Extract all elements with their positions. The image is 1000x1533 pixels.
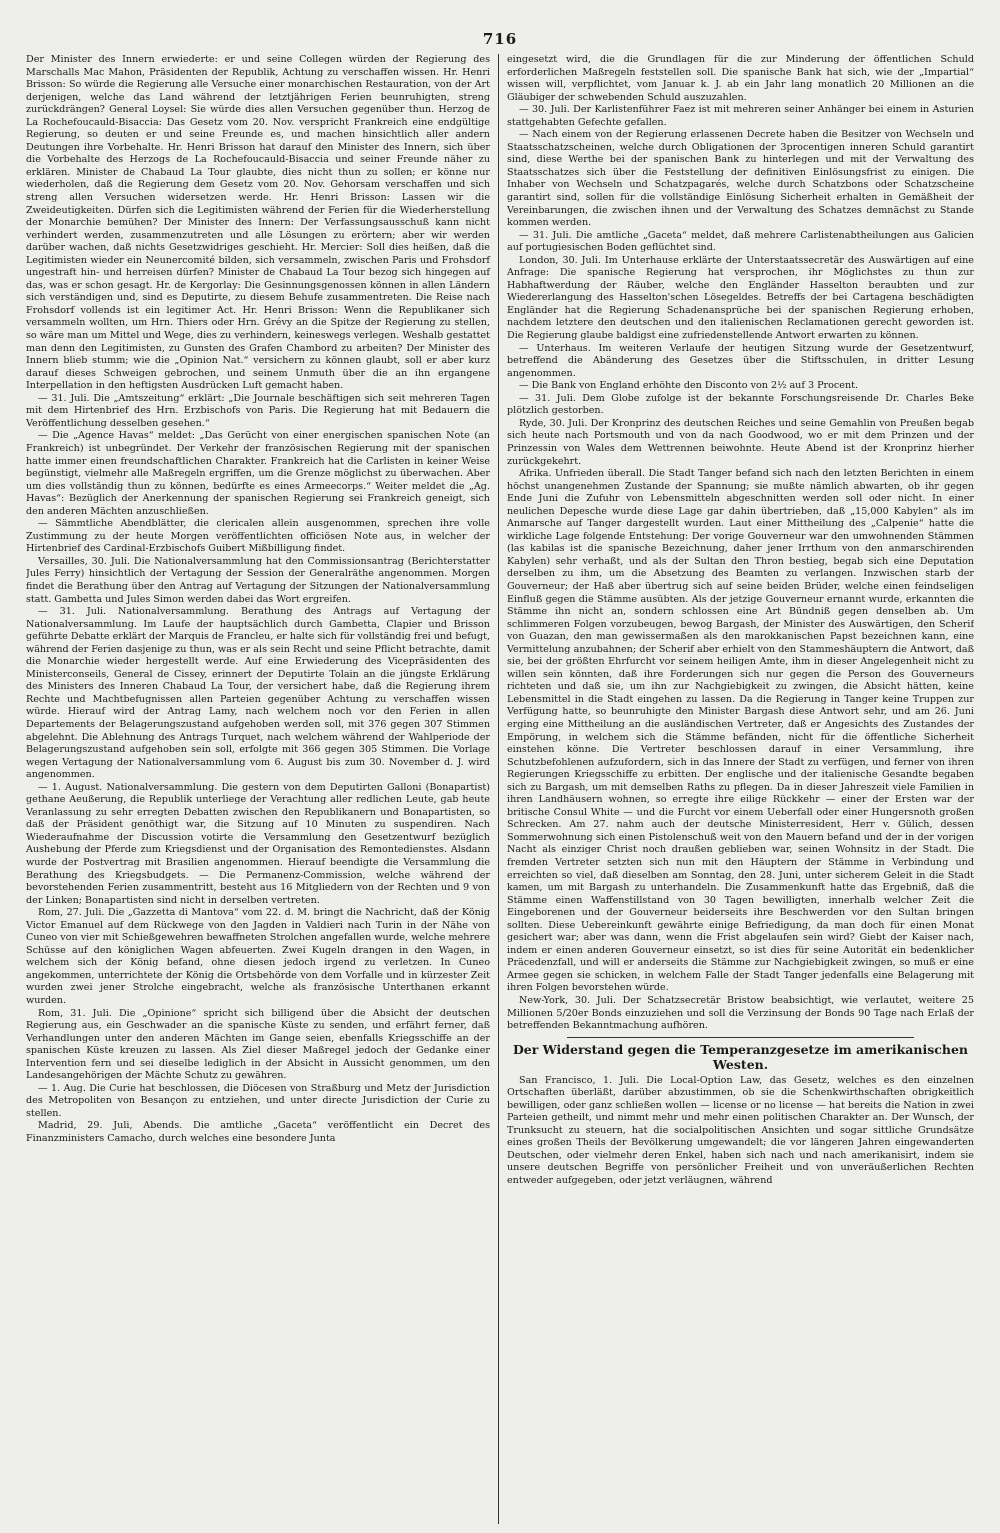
left-column	[26, 54, 498, 1524]
article-paragraph: Versailles, 30. Juli. Die Nationalversammlung hat den Commissionsantrag (Berichterstatter Jules Ferry) hinsichtlich der Vertagung der Session der Generalräthe angenommen. Morgen findet die Berathung über den Antrag auf Vertagung der Sitzungen der Nationalversammlung statt. Gambetta und Jules Simon werden dabei das Wort ergreifen.	[26, 555, 490, 605]
article-paragraph: — 31. Juli. Dem Globe zufolge ist der bekannte Forschungsreisende Dr. Charles Beke plötzlich gestorben.	[507, 392, 974, 417]
article-paragraph: Rom, 31. Juli. Die „Opinione“ spricht sich billigend über die Absicht der deutschen Regierung aus, ein Geschwader an die spanische Küste zu senden, und erfährt ferner, daß Verhandlungen unter den anderen Mächten im Gange seien, ebenfalls Kriegsschiffe an der spanischen Küste kreuzen zu lassen. Als Ziel dieser Maßregel jedoch der Gedanke einer Intervention fern und sei dieselbe lediglich in der Absicht in Aussicht genommen, um den Landesangehörigen der Mächte Schutz zu gewähren.	[26, 1007, 490, 1082]
article-paragraph: Ryde, 30. Juli. Der Kronprinz des deutschen Reiches und seine Gemahlin von Preußen begab sich heute nach Portsmouth und von da nach Goodwood, wo er mit dem Prinzen und der Prinzessin von Wales dem Wettrennen beiwohnte. Heute Abend ist der Kronprinz hierher zurückgekehrt.	[507, 417, 974, 467]
article-paragraph: Afrika. Unfrieden überall. Die Stadt Tanger befand sich nach den letzten Berichten in einem höchst unangenehmen Zustande der Spannung; sie mußte nämlich abwarten, ob ihr gegen Ende Juni die Zufuhr von Lebensmitteln abgeschnitten werden soll oder nicht. In einer neulichen Depesche wurde diese Lage gar dahin übertrieben, daß „15,000 Kabylen“ als im Anmarsche auf Tanger dargestellt wurden. Laut einer Mittheilung des „Calpenie“ hatte die wirkliche Lage folgende Entstehung: Der vorige Gouverneur war den umwohnenden Stämmen (las kabilas ist die spanische Bezeichnung, daher jener Irrthum von den anmarschirenden Kabylen) sehr verhaßt, und als der Sultan den Thron bestieg, begab sich eine Deputation derselben zu ihm, um die Absetzung des Beamten zu verlangen. Inzwischen starb der Gouverneur; der Haß aber übertrug sich auf seine beiden Brüder, welche einen feindseligen Einfluß gegen die Stämme ausübten. Als der jetzige Gouverneur ernannt wurde, erkannten die Stämme ihn nicht an, sondern schlossen eine Art Bündniß gegen denselben ab. Um schlimmeren Folgen vorzubeugen, bewog Bargash, der Minister des Auswärtigen, den Scherif von Guazan, den man gewissermaßen als den marokkanischen Papst bezeichnen kann, eine Vermittelung anzubahnen; der Scherif aber erhielt von den Stammeshäuptern die Antwort, daß sie, bei der größten Ehrfurcht vor seinem heiligen Amte, ihm in dieser Angelegenheit nicht zu willen sein könnten, daß ihre Forderungen sich nur gegen die Person des Gouverneurs richteten und daß sie, um ihn zur Nachgiebigkeit zu zwingen, die Absicht hätten, keine Lebensmittel in die Stadt eingehen zu lassen. Da die Regierung in Tanger keine Truppen zur Verfügung hatte, so beunruhigte den Minister Bargash diese Antwort sehr, und am 26. Juni erging eine Mittheilung an die ausländischen Vertreter, daß er Angesichts des Zustandes der Empörung, in welchem sich die Stämme befänden, nicht für die öffentliche Sicherheit einstehen könne. Die Vertreter beschlossen darauf in einer Versammlung, ihre Schutzbefohlenen aufzufordern, sich in das Innere der Stadt zu verfügen, und ferner von ihren Regierungen Kriegsschiffe zu erbitten. Der englische und der italienische Gesandte begaben sich zu Bargash, um mit demselben Raths zu pflegen. Da in dieser Jahreszeit viele Familien in ihren Landhäusern wohnen, so erregte ihre eilige Rückkehr — einer der Ersten war der britische Consul White — und die Furcht vor einem Ueberfall oder einer Hungersnoth großen Schrecken. Am 27. nahm auch der deutsche Ministerresident, Herr v. Gülich, dessen Sommerwohnung sich einen Pistolenschuß weit von den Mauern befand und der in der vorigen Nacht als einziger Christ noch draußen geblieben war, seinen Wohnsitz in der Stadt. Die fremden Vertreter setzten sich nun mit den Häuptern der Stämme in Verbindung und erreichten so viel, daß dieselben am Sonntag, den 28. Juni, unter sicherem Geleit in die Stadt kamen, um mit Bargash zu unterhandeln. Die Zusammenkunft hatte das Ergebniß, daß die Stämme einen Waffenstillstand von 30 Tagen bewilligten, innerhalb welcher Zeit die Eingeborenen und der Gouverneur beiderseits ihre Beschwerden vor den Sultan bringen sollten. Diese Uebereinkunft gewährte einige Befriedigung, da man doch für einen Monat gesichert war; aber was dann, wenn die Frist abgelaufen sein wird? Giebt der Kaiser nach, indem er einen anderen Gouverneur einsetzt, so ist dies für seine Autorität ein bedenklicher Präcedenzfall, und will er anderseits die Stämme zur Nachgiebigkeit zwingen, so muß er eine Armee gegen sie schicken, in welchem Falle der Stadt Tanger jedenfalls eine Belagerung mit ihren Folgen bevorstehen würde.	[507, 468, 974, 994]
article-paragraph: — 1. Aug. Die Curie hat beschlossen, die Diöcesen von Straßburg und Metz der Jurisdiction des Metropoliten von Besançon zu entziehen, und unter directe Jurisdiction der Curie zu stellen.	[26, 1082, 490, 1119]
section-divider	[567, 1037, 914, 1038]
article-paragraph: Rom, 27. Juli. Die „Gazzetta di Mantova“ vom 22. d. M. bringt die Nachricht, daß der König Victor Emanuel auf dem Rückwege von den Jagden in Valdieri nach Turin in der Nähe von Cuneo von vier mit Schießgewehren bewaffneten Strolchen angefallen wurde, welche mehrere Schüsse auf den königlichen Wagen abfeuerten. Zwei Kugeln drangen in den Wagen, in welchem sich der König befand, ohne diesen jedoch irgend zu verletzen. In Cuneo angekommen, unterrichtete der König die Ortsbehörde von dem Vorfalle und in kürzester Zeit wurden zwei jener Strolche eingebracht, welche als französische Unterthanen erkannt wurden.	[26, 907, 490, 1007]
article-paragraph: Der Minister des Innern erwiederte: er und seine Collegen würden der Regierung des Marschalls Mac Mahon, Präsidenten der Republik, Achtung zu verschaffen wissen. Hr. Henri Brisson: So würde die Regierung alle Versuche einer monarchischen Restauration, von der Art derjenigen, welche das Land während der letztjährigen Ferien beunruhigten, streng zurückdrängen? General Loysel: Sie würde dies allen Versuchen gegenüber thun. Herzog de La Rochefoucauld-Bisaccia: Das Gesetz vom 20. Nov. verspricht Frankreich eine endgültige Regierung, so deuten er und seine Freunde es, und machen hinsichtlich aller andern Deutungen ihre Vorbehalte. Hr. Henri Brisson hat darauf den Minister des Innern, sich über die Vorbehalte des Herzogs de La Rochefoucauld-Bisaccia und seiner Freunde näher zu erklären. Minister de Chabaud La Tour glaubte, dies nicht thun zu sollen; er könne nur wiederholen, daß die Regierung dem Gesetz vom 20. Nov. Gehorsam verschaffen und sich streng allen Versuchen widersetzen werde. Hr. Henri Brisson: Lassen wir die Zweideutigkeiten. Dürfen sich die Legitimisten während der Ferien für die Wiederherstellung der Monarchie bemühen? Der Minister des Innern: Der Verfassungsausschuß kann nicht verhindert werden, zusammenzutreten und alle Lösungen zu erörtern; aber wir werden darüber wachen, daß nichts Gesetzwidriges geschieht. Hr. Mercier: Soll dies heißen, daß die Legitimisten wieder ein Neunercomité bilden, sich versammeln, zwischen Paris und Frohsdorf ungestraft hin- und herreisen dürfen? Minister de Chabaud La Tour bezog sich hingegen auf das, was er schon gesagt. Hr. de Kergorlay: Die Gesinnungsgenossen können in allen Ländern sich verständigen und, sind es Deputirte, zu diesem Behufe zusammentreten. Die Reise nach Frohsdorf vollends ist ein legitimer Act. Hr. Henri Brisson: Wenn die Republikaner sich versammeln wollten, um Hrn. Thiers oder Hrn. Grévy an die Spitze der Regierung zu stellen, so wäre man um Mittel und Wege, dies zu verhindern, keineswegs verlegen. Weshalb gestattet man denn den Legitimisten, zu Gunsten des Grafen Chambord zu arbeiten? Der Minister des Innern blieb stumm; wie die „Opinion Nat.“ versichern zu können glaubt, soll er aber kurz darauf dieses Schweigen gebrochen, und seinem Unmuth über die an ihn ergangene Interpellation in den heftigsten Ausdrücken Luft gemacht haben.	[26, 54, 490, 392]
article-paragraph: — Die Bank von England erhöhte den Disconto von 2½ auf 3 Procent.	[519, 380, 859, 392]
article-paragraph: — 1. August. Nationalversammlung. Die gestern von dem Deputirten Galloni (Bonapartist) gethane Aeußerung, die Republik unterliege der Verachtung aller redlichen Leute, gab heute Veranlassung zu sehr erregten Debatten zwischen den Republikanern und Bonapartisten, so daß der Präsident genöthigt war, die Sitzung auf 10 Minuten zu suspendiren. Nach Wiederaufnahme der Discussion votirte die Versammlung den Gesetzentwurf bezüglich Aushebung der Pferde zum Kriegsdienst und der Organisation des Remontedienstes. Alsdann wurde der Postvertrag mit Brasilien angenommen. Hierauf beendigte die Versammlung die Berathung des Kriegsbudgets. — Die Permanenz-Commission, welche während der bevorstehenden Ferien zusammentritt, besteht aus 16 Mitgliedern von der Rechten und 9 von der Linken; Bonapartisten sind nicht in derselben vertreten.	[26, 781, 490, 906]
article-paragraph: eingesetzt wird, die die Grundlagen für die zur Minderung der öffentlichen Schuld erforderlichen Maßregeln feststellen soll. Die spanische Bank hat sich, wie der „Impartial“ wissen will, verpflichtet, vom Januar k. J. ab ein Jahr lang monatlich 20 Millionen an die Gläubiger der schwebenden Schuld auszuzahlen.	[507, 54, 974, 103]
right-column-news	[507, 54, 974, 1033]
article-paragraph: Madrid, 29. Juli, Abends. Die amtliche „Gaceta“ veröffentlicht ein Decret des Finanzministers Camacho, durch welches eine besondere Junta	[26, 1120, 490, 1145]
article-paragraph: — 31. Juli. Nationalversammlung. Berathung des Antrags auf Vertagung der Nationalversammlung. Im Laufe der hauptsächlich durch Gambetta, Clapier und Brisson geführte Debatte erklärt der Marquis de Francleu, er halte sich für vollständig frei und befugt, während der Ferien dasjenige zu thun, was er als sein Recht und seine Pflicht betrachte, damit die Monarchie wieder hergestellt werde. Auf eine Erwiederung des Vicepräsidenten des Ministerconseils, General de Cissey, erinnert der Deputirte Tolain an die jüngste Erklärung des Ministers des Inneren Chabaud La Tour, der versichert habe, daß die Regierung ihrem Rechte und Machtbefugnissen allen Parteien gegenüber Achtung zu verschaffen wissen würde. Hierauf wird der Antrag Lamy, nach welchem noch vor den Ferien in allen Departements der Belagerungszustand aufgehoben werden soll, mit 376 gegen 307 Stimmen abgelehnt. Die Ablehnung des Antrags Turquet, nach welchem während der Wahlperiode der Belagerungszustand aufgehoben sein soll, erfolgte mit 366 gegen 305 Stimmen. Die Vorlage wegen Vertagung der Nationalversammlung vom 6. August bis zum 30. November d. J. wird angenommen.	[26, 606, 490, 781]
feature-paragraph: San Francisco, 1. Juli. Die Local-Option Law, das Gesetz, welches es den einzelnen Ortschaften überläßt, darüber abzustimmen, ob sie die Schenkwirthschaften obrigkeitlich bewilligen, oder ganz schließen wollen — license or no license — hat bereits die Nation in zwei Parteien getheilt, und nimmt mehr und mehr einen politischen Charakter an. Der Wunsch, der Trunksucht zu steuern, hat die socialpolitischen Ansichten und sogar sittliche Grundsätze eines großen Theils der Bevölkerung umgewandelt; die vor längeren Jahren eingewanderten Deutschen, oder vielmehr deren Enkel, haben sich nach und nach amerikanisirt, indem sie unsere deutschen Begriffe von persönlicher Freiheit und von unveräußerlichen Rechten entweder aufgegeben, oder jetzt verläugnen, während	[507, 1074, 974, 1187]
page-number: 716	[482, 30, 518, 48]
feature-headline: Der Widerstand gegen die Temperanzgesetze im amerikanischen Westen.	[512, 1041, 969, 1072]
article-paragraph: — Unterhaus. Im weiteren Verlaufe der heutigen Sitzung wurde der Gesetzentwurf, betreffend die Abänderung des Gesetzes über die Stiftsschulen, in dritter Lesung angenommen.	[507, 342, 974, 379]
article-paragraph: — 31. Juli. Die amtliche „Gaceta“ meldet, daß mehrere Carlistenabtheilungen aus Galicien auf portugiesischen Boden geflüchtet sind.	[507, 229, 974, 254]
article-paragraph: — Die „Agence Havas“ meldet: „Das Gerücht von einer energischen spanischen Note (an Frankreich) ist unbegründet. Der Verkehr der französischen Regierung mit der spanischen hatte immer einen freundschaftlichen Charakter. Frankreich hat die Carlisten in keiner Weise begünstigt, vielmehr alle Maßregeln ergriffen, um die Grenze möglichst zu überwachen. Aber um dies vollständig thun zu können, bedürfte es eines Armeecorps.“ Weiter meldet die „Ag. Havas“: Bezüglich der Anerkennung der spanischen Regierung sei Frankreich geneigt, sich den anderen Mächten anzuschließen.	[26, 430, 490, 517]
article-paragraph: — Sämmtliche Abendblätter, die clericalen allein ausgenommen, sprechen ihre volle Zustimmung zu der heute Morgen veröffentlichten officiösen Note aus, in welcher der Hirtenbrief des Cardinal-Erzbischofs Guibert Mißbilligung findet.	[26, 518, 490, 555]
right-column	[498, 54, 974, 1524]
article-paragraph: New-York, 30. Juli. Der Schatzsecretär Bristow beabsichtigt, wie verlautet, weitere 25 Millionen 5/20er Bonds einzuziehen und soll die Verzinsung der Bonds 90 Tage nach Erlaß der betreffenden Bekanntmachung aufhören.	[507, 995, 974, 1032]
article-paragraph: London, 30. Juli. Im Unterhause erklärte der Unterstaatssecretär des Auswärtigen auf eine Anfrage: Die spanische Regierung hat versprochen, ihr Möglichstes zu thun zur Habhaftwerdung der Räuber, welche den Engländer Hasselton beraubten und zur Wiedererlangung des Hasselton'schen Lösegeldes. Betreffs der bei Cartagena beschädigten Engländer hat die Regierung Schadenansprüche bei der spanischen Regierung erhoben, nachdem letztere den deutschen und den italienischen Reclamationen gerecht geworden ist. Die Regierung glaube baldigst eine zufriedenstellende Antwort erwarten zu können.	[507, 254, 974, 342]
article-paragraph: — 31. Juli. Die „Amtszeitung“ erklärt: „Die Journale beschäftigen sich seit mehreren Tagen mit dem Hirtenbrief des Hrn. Erzbischofs von Paris. Die Regierung hat mit Bedauern die Veröffentlichung desselben gesehen.“	[26, 392, 490, 429]
article-paragraph: — 30. Juli. Der Karlistenführer Faez ist mit mehreren seiner Anhänger bei einem in Asturien stattgehabten Gefechte gefallen.	[507, 104, 974, 128]
columns	[26, 54, 974, 1524]
article-paragraph: — Nach einem von der Regierung erlassenen Decrete haben die Besitzer von Wechseln und Staatsschatzscheinen, welche durch Obligationen der 3procentigen inneren Schuld garantirt sind, diese Werthe bei der spanischen Bank zu hinterlegen und mit der Verwaltung des Staatsschatzes sich über die Feststellung der definitiven Einlösungsfrist zu einigen. Die Inhaber von Wechseln und Schatzpagarés, welche durch Schatzbons oder Schatzscheine garantirt sind, sollen für die vollständige Einlösung Sicherheit erhalten in Gemäßheit der Vereinbarungen, die zwischen ihnen und der Verwaltung des Schatzes demnächst zu Stande kommen werden.	[507, 129, 974, 229]
